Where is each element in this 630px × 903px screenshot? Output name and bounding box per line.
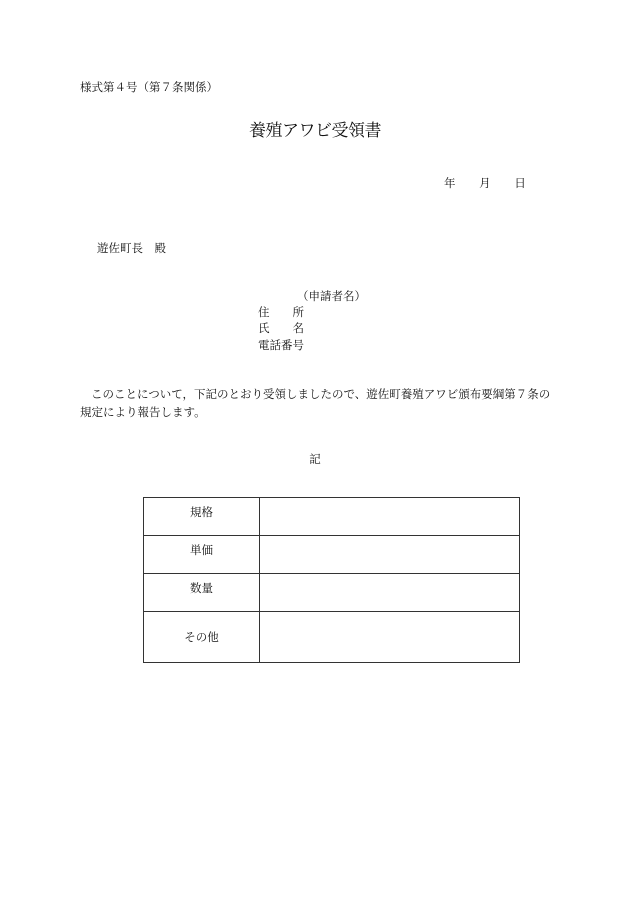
table-row	[144, 574, 520, 612]
unit-price-label: 単価	[144, 536, 260, 574]
quantity-label: 数量	[144, 574, 260, 612]
quantity-value-cell	[260, 574, 520, 612]
applicant-phone-row	[258, 337, 318, 353]
applicant-heading: （申請者名）	[297, 289, 366, 303]
ki-heading: 記	[309, 452, 321, 466]
date-line	[444, 175, 526, 191]
addressee: 遊佐町長 殿	[97, 241, 166, 255]
name-label: 氏 名	[258, 321, 304, 335]
applicant-name-row	[258, 320, 318, 336]
date-day-label: 日	[514, 176, 526, 190]
phone-label: 電話番号	[258, 338, 304, 352]
table-row	[144, 498, 520, 536]
applicant-address-row	[258, 304, 318, 320]
spec-label: 規格	[144, 498, 260, 536]
spec-value-cell	[260, 498, 520, 536]
date-year-label: 年	[444, 176, 456, 190]
table-row	[144, 536, 520, 574]
address-label: 住 所	[258, 305, 304, 319]
body-text: このことについて，下記のとおり受領しましたので、遊佐町養殖アワビ頒布要綱第７条の規定により報告します。	[80, 387, 551, 419]
table-row	[144, 612, 520, 663]
form-number: 様式第４号（第７条関係）	[80, 80, 218, 94]
unit-price-value-cell	[260, 536, 520, 574]
other-value-cell	[260, 612, 520, 663]
other-label: その他	[144, 612, 260, 663]
items-table	[143, 497, 520, 663]
document-title: 養殖アワビ受領書	[249, 121, 381, 141]
date-month-label: 月	[479, 176, 491, 190]
